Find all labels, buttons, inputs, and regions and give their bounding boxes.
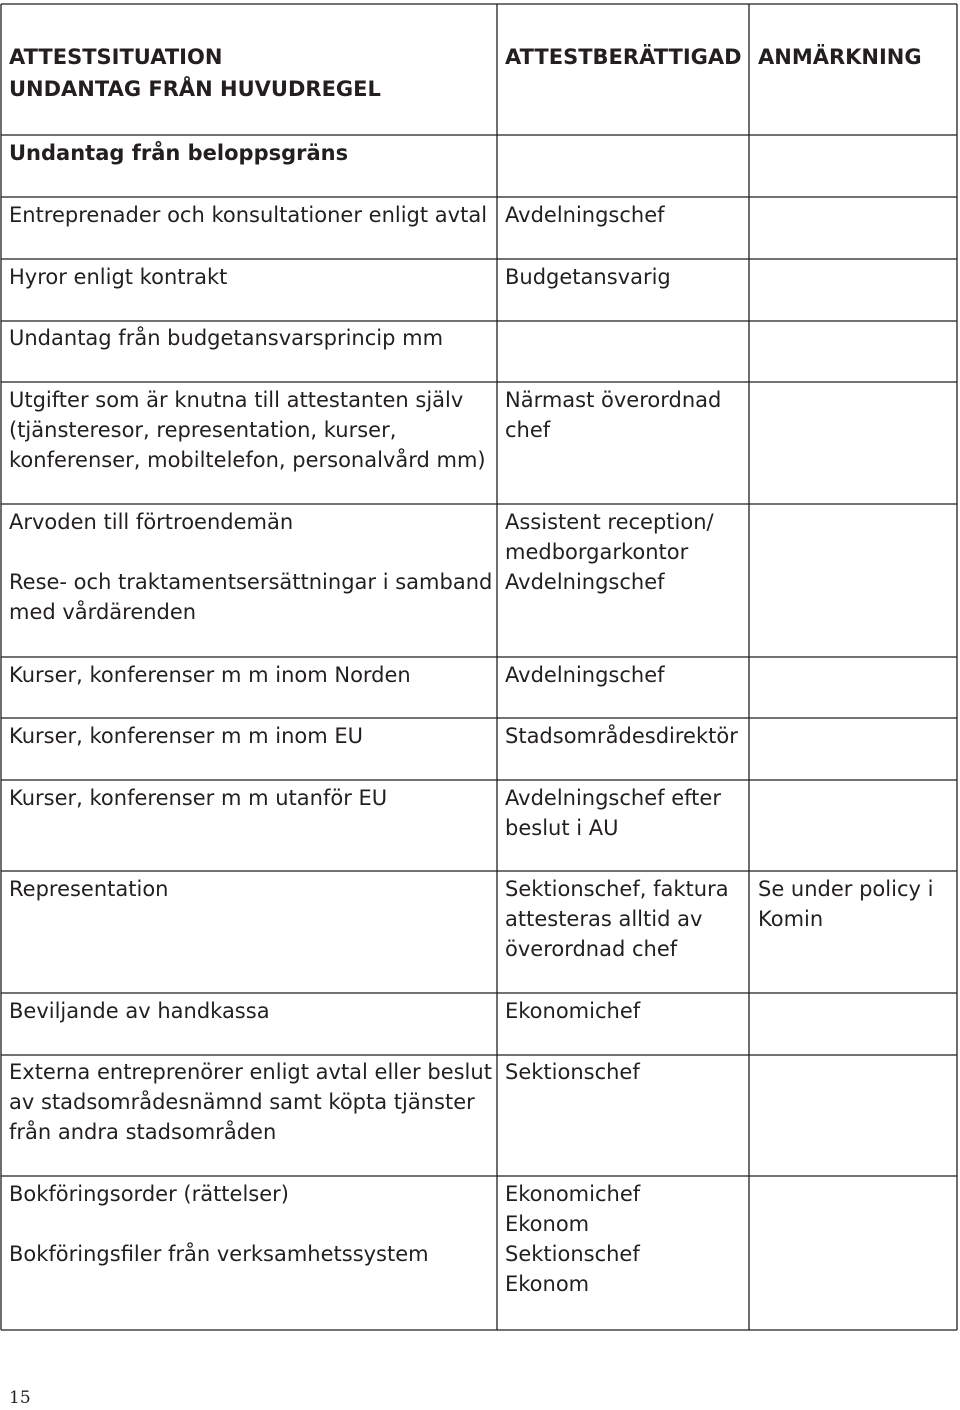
header-attestor-title: ATTESTBERÄTTIGAD	[505, 45, 742, 69]
row-situation: Undantag från budgetansvarsprincip mm	[9, 326, 444, 350]
row-attestor: Budgetansvarig	[505, 265, 671, 289]
header-situation-title: ATTESTSITUATION	[9, 45, 223, 69]
row-attestor: Avdelningschef	[505, 663, 665, 687]
page-number: 15	[9, 1388, 31, 1408]
row-situation: Utgifter som är knutna till attestanten själv (tjänsteresor, representation, kurser, konferenser, mobiltelefon, personalvård mm)	[9, 388, 486, 472]
row-attestor: Assistent reception/ medborgarkontor Avdelningschef	[505, 510, 714, 594]
row-attestor: Sektionschef, faktura attesteras alltid av överordnad chef	[505, 877, 729, 961]
row-situation: Hyror enligt kontrakt	[9, 265, 228, 289]
row-situation: Kurser, konferenser m m inom Norden	[9, 663, 411, 687]
row-situation: Arvoden till förtroendemän Rese- och traktamentsersättningar i samband med vårdärenden	[9, 510, 493, 624]
row-attestor: Sektionschef	[505, 1060, 640, 1084]
row-situation: Kurser, konferenser m m utanför EU	[9, 786, 388, 810]
row-remark: Se under policy i Komin	[758, 877, 934, 931]
row-situation: Beviljande av handkassa	[9, 999, 270, 1023]
header-exception-title: UNDANTAG FRÅN HUVUDREGEL	[9, 77, 381, 101]
row-situation: Entreprenader och konsultationer enligt avtal	[9, 203, 488, 227]
row-attestor: Avdelningschef	[505, 203, 665, 227]
row-situation: Kurser, konferenser m m inom EU	[9, 724, 363, 748]
row-attestor: Ekonomichef	[505, 999, 641, 1023]
row-situation: Bokföringsorder (rättelser) Bokföringsfiler från verksamhetssystem	[9, 1182, 429, 1266]
row-attestor: Avdelningschef efter beslut i AU	[505, 786, 721, 840]
row-attestor: Stadsområdesdirektör	[505, 724, 738, 748]
row-situation: Undantag från beloppsgräns	[9, 141, 349, 165]
row-situation: Externa entreprenörer enligt avtal eller beslut av stadsområdesnämnd samt köpta tjänster från andra stadsområden	[9, 1060, 492, 1144]
row-attestor: Närmast överordnad chef	[505, 388, 722, 442]
header-remark-title: ANMÄRKNING	[758, 45, 922, 69]
row-situation: Representation	[9, 877, 169, 901]
row-attestor: Ekonomichef Ekonom Sektionschef Ekonom	[505, 1182, 641, 1296]
